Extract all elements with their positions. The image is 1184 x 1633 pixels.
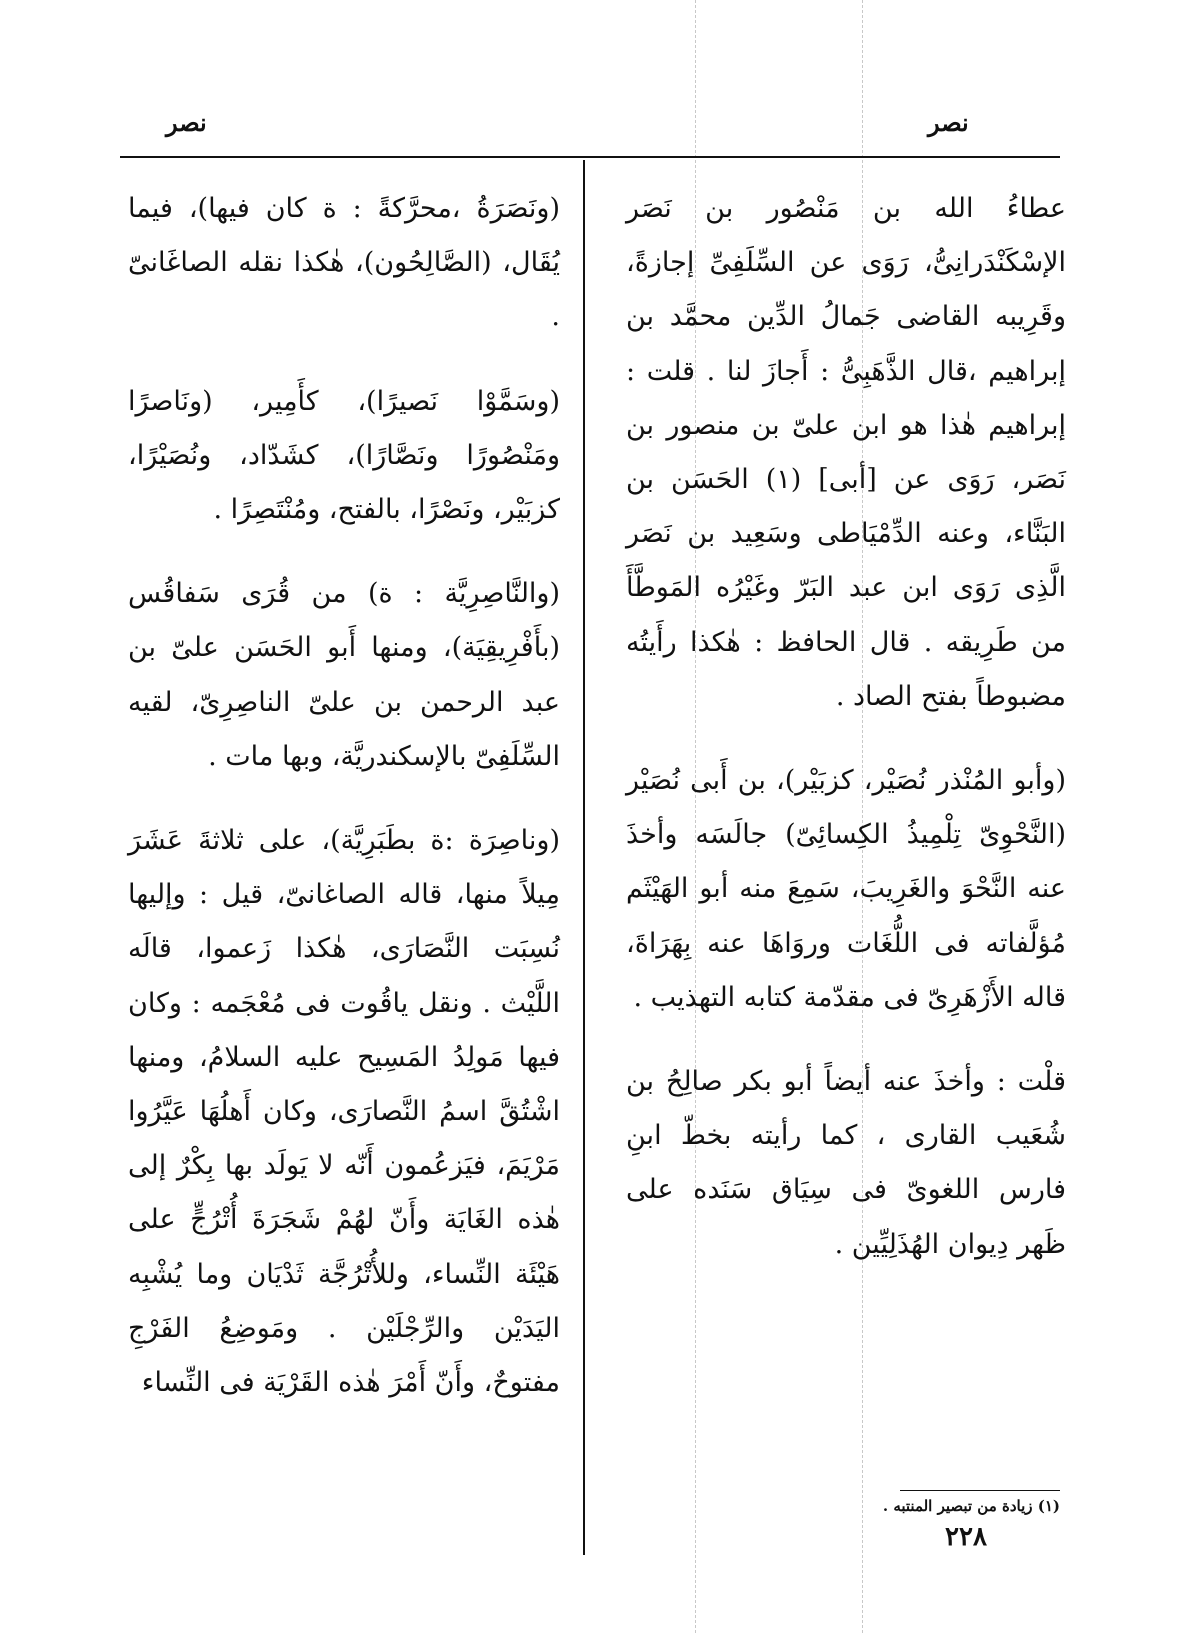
running-header-right: نصر (928, 108, 969, 137)
entry-paragraph: (ونَصَرَةُ ،محرَّكةً : ة كان فيها)، فيما يُقَال، (الصَّالِحُون)، هٰكذا نقله الصاغَانىّ . (128, 193, 560, 333)
running-header-left: نصر (166, 108, 207, 137)
entry-paragraph: عطاءُ الله بن مَنْصُور بن نَصَر الإسْكَنْدَرانِىُّ، رَوَى عن السِّلَفِىِّ إجازةً، وقَرِيبه القاضى جَمالُ الدِّين محمَّد بن إبراهيم ،قال الذَّهَبِىُّ : أَجازَ لنا . قلت : إبراهيم هٰذا هو ابن علىّ بن منصور بن نَصَر، رَوَى عن [أبى] (١) الحَسَن بن البَنَّاء، وعنه الدِّمْيَاطى وسَعِيد بن نَصَر الَّذِى رَوَى ابن عبد البَرّ وغَيْرُه المَوطَّأَ من طَرِيقه . قال الحافظ : هٰكذا رأَيتُه مضبوطاً بفتح الصاد . (626, 193, 1066, 712)
entry-paragraph: (وسَمَّوْا نَصيرًا)، كأَمِير، (ونَاصرًا ومَنْصُورًا ونَصَّارًا)، كشَدّاد، ونُصَيْرًا، كزبَيْر، ونَصْرًا، بالفتح، ومُنْتَصِرًا . (128, 385, 560, 526)
footnote: (١) زيادة من تبصير المنتبه . (882, 1497, 1060, 1515)
header-rule (120, 156, 1060, 158)
right-column (626, 182, 1066, 1302)
entry-paragraph: (وناصِرَة :ة بطَبَرِيَّة)، على ثلاثةَ عَشَرَ مِيلاً منها، قاله الصاغانىّ، قيل : وإليها نُسِبَت النَّصَارَى، هٰكذا زَعموا، قالَه اللَّيْث . ونقل ياقُوت فى مُعْجَمه : وكان فيها مَولِدُ المَسِيح عليه السلامُ، ومنها اشْتُقَّ اسمُ النَّصارَى، وكان أَهلُهَا عَيَّرُوا مَرْيَمَ، فيَزعُمون أَنّه لا يَولَد بها بِكْرٌ إلى هٰذه الغَايَة وأَنّ لهُمْ شَجَرَةَ أُتْرُجٍّ على هَيْئَة النِّساء، وللأُتْرُجَّة ثَدْيَان وما يُشْبِه اليَدَيْن والرِّجْلَيْن . ومَوضِعُ الفَرْجِ مفتوحٌ، وأَنّ أَمْرَ هٰذه القَرْيَة فى النِّساء (128, 825, 560, 1399)
entry-paragraph: (وأبو المُنْذر نُصَيْر، كزبَيْر)، بن أَبى نُصَيْر (النَّحْوِىّ تِلْمِيذُ الكِسائِىّ) جالَسَه وأخذَ عنه النَّحْوَ والغَرِيبَ، سَمِعَ منه أبو الهَيْثَم مُؤلَّفاته فى اللُّغَات وروَاهَا عنه بِهَرَاةَ، قاله الأَزْهَرِىّ فى مقدّمة كتابه التهذيب . (626, 765, 1066, 1013)
left-column (128, 182, 560, 1440)
column-divider (583, 160, 585, 1555)
entry-paragraph: (والنَّاصِرِيَّة : ة) من قُرَى سَفاقُس (بأَفْرِيقِيَة)، ومنها أَبو الحَسَن علىّ بن عبد الرحمن بن علىّ الناصِرِىّ، لقيه السِّلَفِىّ بالإسكندريَّة، وبها مات . (128, 578, 560, 772)
footnote-rule (900, 1490, 1060, 1491)
entry-paragraph: قلْت : وأخذَ عنه أيضاً أبو بكر صالِحُ بن شُعَيب القارى ، كما رأيته بخطّ ابنِ فارس اللغوىّ فى سِيَاق سَنَده على ظَهر دِيوان الهُذَلِيِّين . (626, 1066, 1066, 1260)
page-number: ٢٢٨ (945, 1522, 987, 1552)
